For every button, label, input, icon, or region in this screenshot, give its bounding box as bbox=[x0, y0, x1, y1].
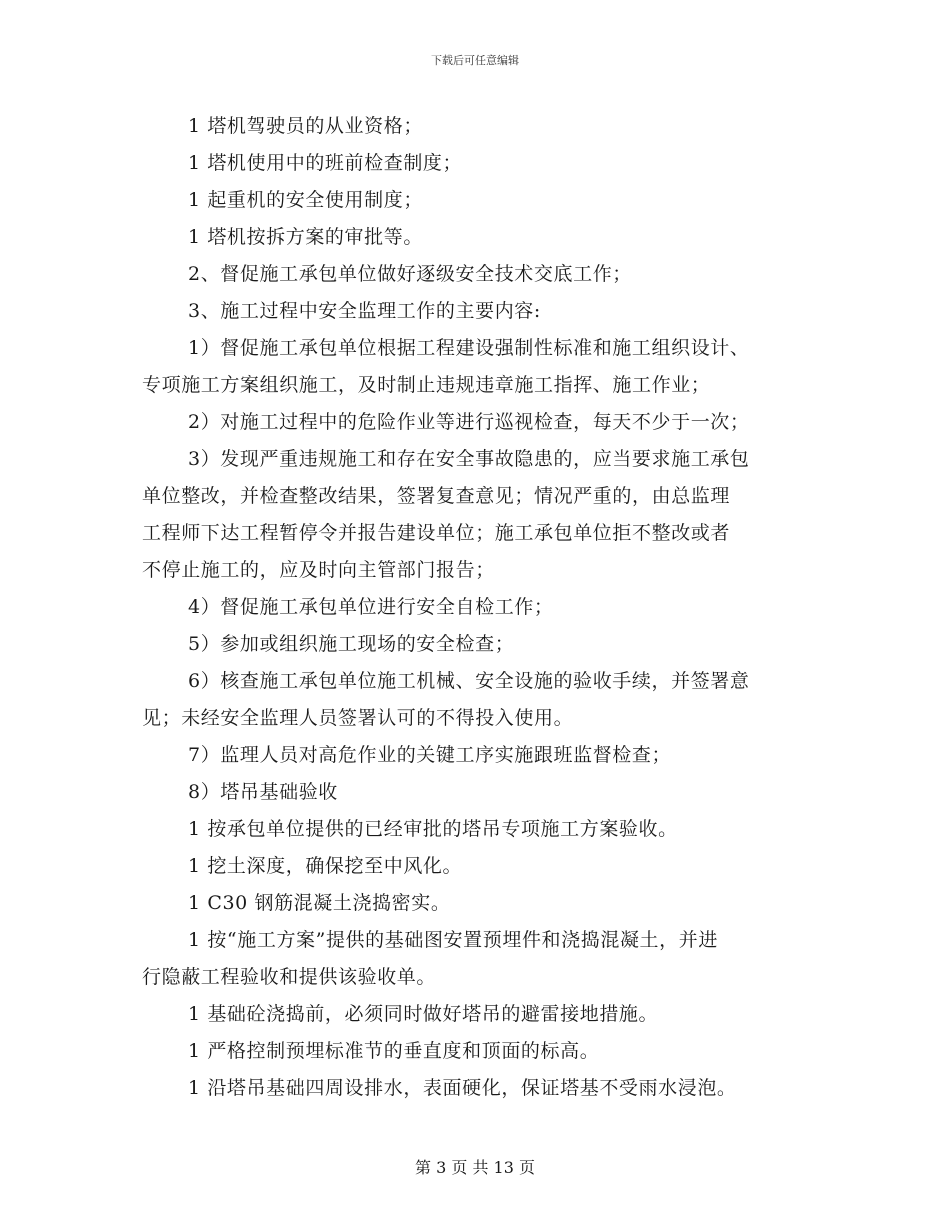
text-line: 3、施工过程中安全监理工作的主要内容: bbox=[188, 300, 541, 322]
text-line: 4）督促施工承包单位进行安全自检工作； bbox=[188, 596, 554, 618]
text-line: 1 塔机驾驶员的从业资格； bbox=[188, 115, 423, 137]
text-line: 7）监理人员对高危作业的关键工序实施跟班监督检查； bbox=[188, 744, 672, 766]
text-line: 1 沿塔吊基础四周设排水，表面硬化，保证塔基不受雨水浸泡。 bbox=[188, 1077, 737, 1099]
text-line: 2）对施工过程中的危险作业等进行巡视检查，每天不少于一次； bbox=[188, 411, 750, 433]
text-line: 1）督促施工承包单位根据工程建设强制性标准和施工组织设计、 bbox=[188, 337, 750, 359]
text-line: 6）核查施工承包单位施工机械、安全设施的验收手续，并签署意 bbox=[188, 670, 750, 692]
text-line: 1 塔机使用中的班前检查制度； bbox=[188, 152, 463, 174]
text-line: 8）塔吊基础验收 bbox=[188, 781, 338, 803]
text-line: 1 按承包单位提供的已经审批的塔吊专项施工方案验收。 bbox=[188, 818, 678, 840]
page-footer: 第 3 页 共 13 页 bbox=[415, 1158, 535, 1177]
text-line: 1 按“施工方案”提供的基础图安置预埋件和浇捣混凝土，并进 bbox=[188, 929, 718, 951]
text-line: 见；未经安全监理人员签署认可的不得投入使用。 bbox=[142, 707, 574, 729]
text-line: 1 挖土深度，确保挖至中风化。 bbox=[188, 855, 463, 877]
text-line: 2、督促施工承包单位做好逐级安全技术交底工作； bbox=[188, 263, 632, 285]
text-line: 1 基础砼浇捣前，必须同时做好塔吊的避雷接地措施。 bbox=[188, 1003, 659, 1025]
text-line: 5）参加或组织施工现场的安全检查； bbox=[188, 633, 515, 655]
text-line: 1 严格控制预埋标准节的垂直度和顶面的标高。 bbox=[188, 1040, 600, 1062]
document-body bbox=[142, 108, 812, 1107]
text-line: 3）发现严重违规施工和存在安全事故隐患的，应当要求施工承包 bbox=[188, 448, 750, 470]
text-line: 1 C30 钢筋混凝土浇捣密实。 bbox=[188, 892, 451, 914]
text-line: 1 塔机按拆方案的审批等。 bbox=[188, 226, 423, 248]
text-line: 不停止施工的，应及时向主管部门报告； bbox=[142, 559, 495, 581]
text-line: 1 起重机的安全使用制度； bbox=[188, 189, 423, 211]
text-line: 行隐蔽工程验收和提供该验收单。 bbox=[142, 966, 437, 988]
page-header: 下载后可任意编辑 bbox=[431, 54, 519, 67]
text-line: 工程师下达工程暂停令并报告建设单位；施工承包单位拒不整改或者 bbox=[142, 522, 731, 544]
text-line: 单位整改，并检查整改结果，签署复查意见；情况严重的，由总监理 bbox=[142, 485, 731, 507]
text-line: 专项施工方案组织施工，及时制止违规违章施工指挥、施工作业； bbox=[142, 374, 711, 396]
